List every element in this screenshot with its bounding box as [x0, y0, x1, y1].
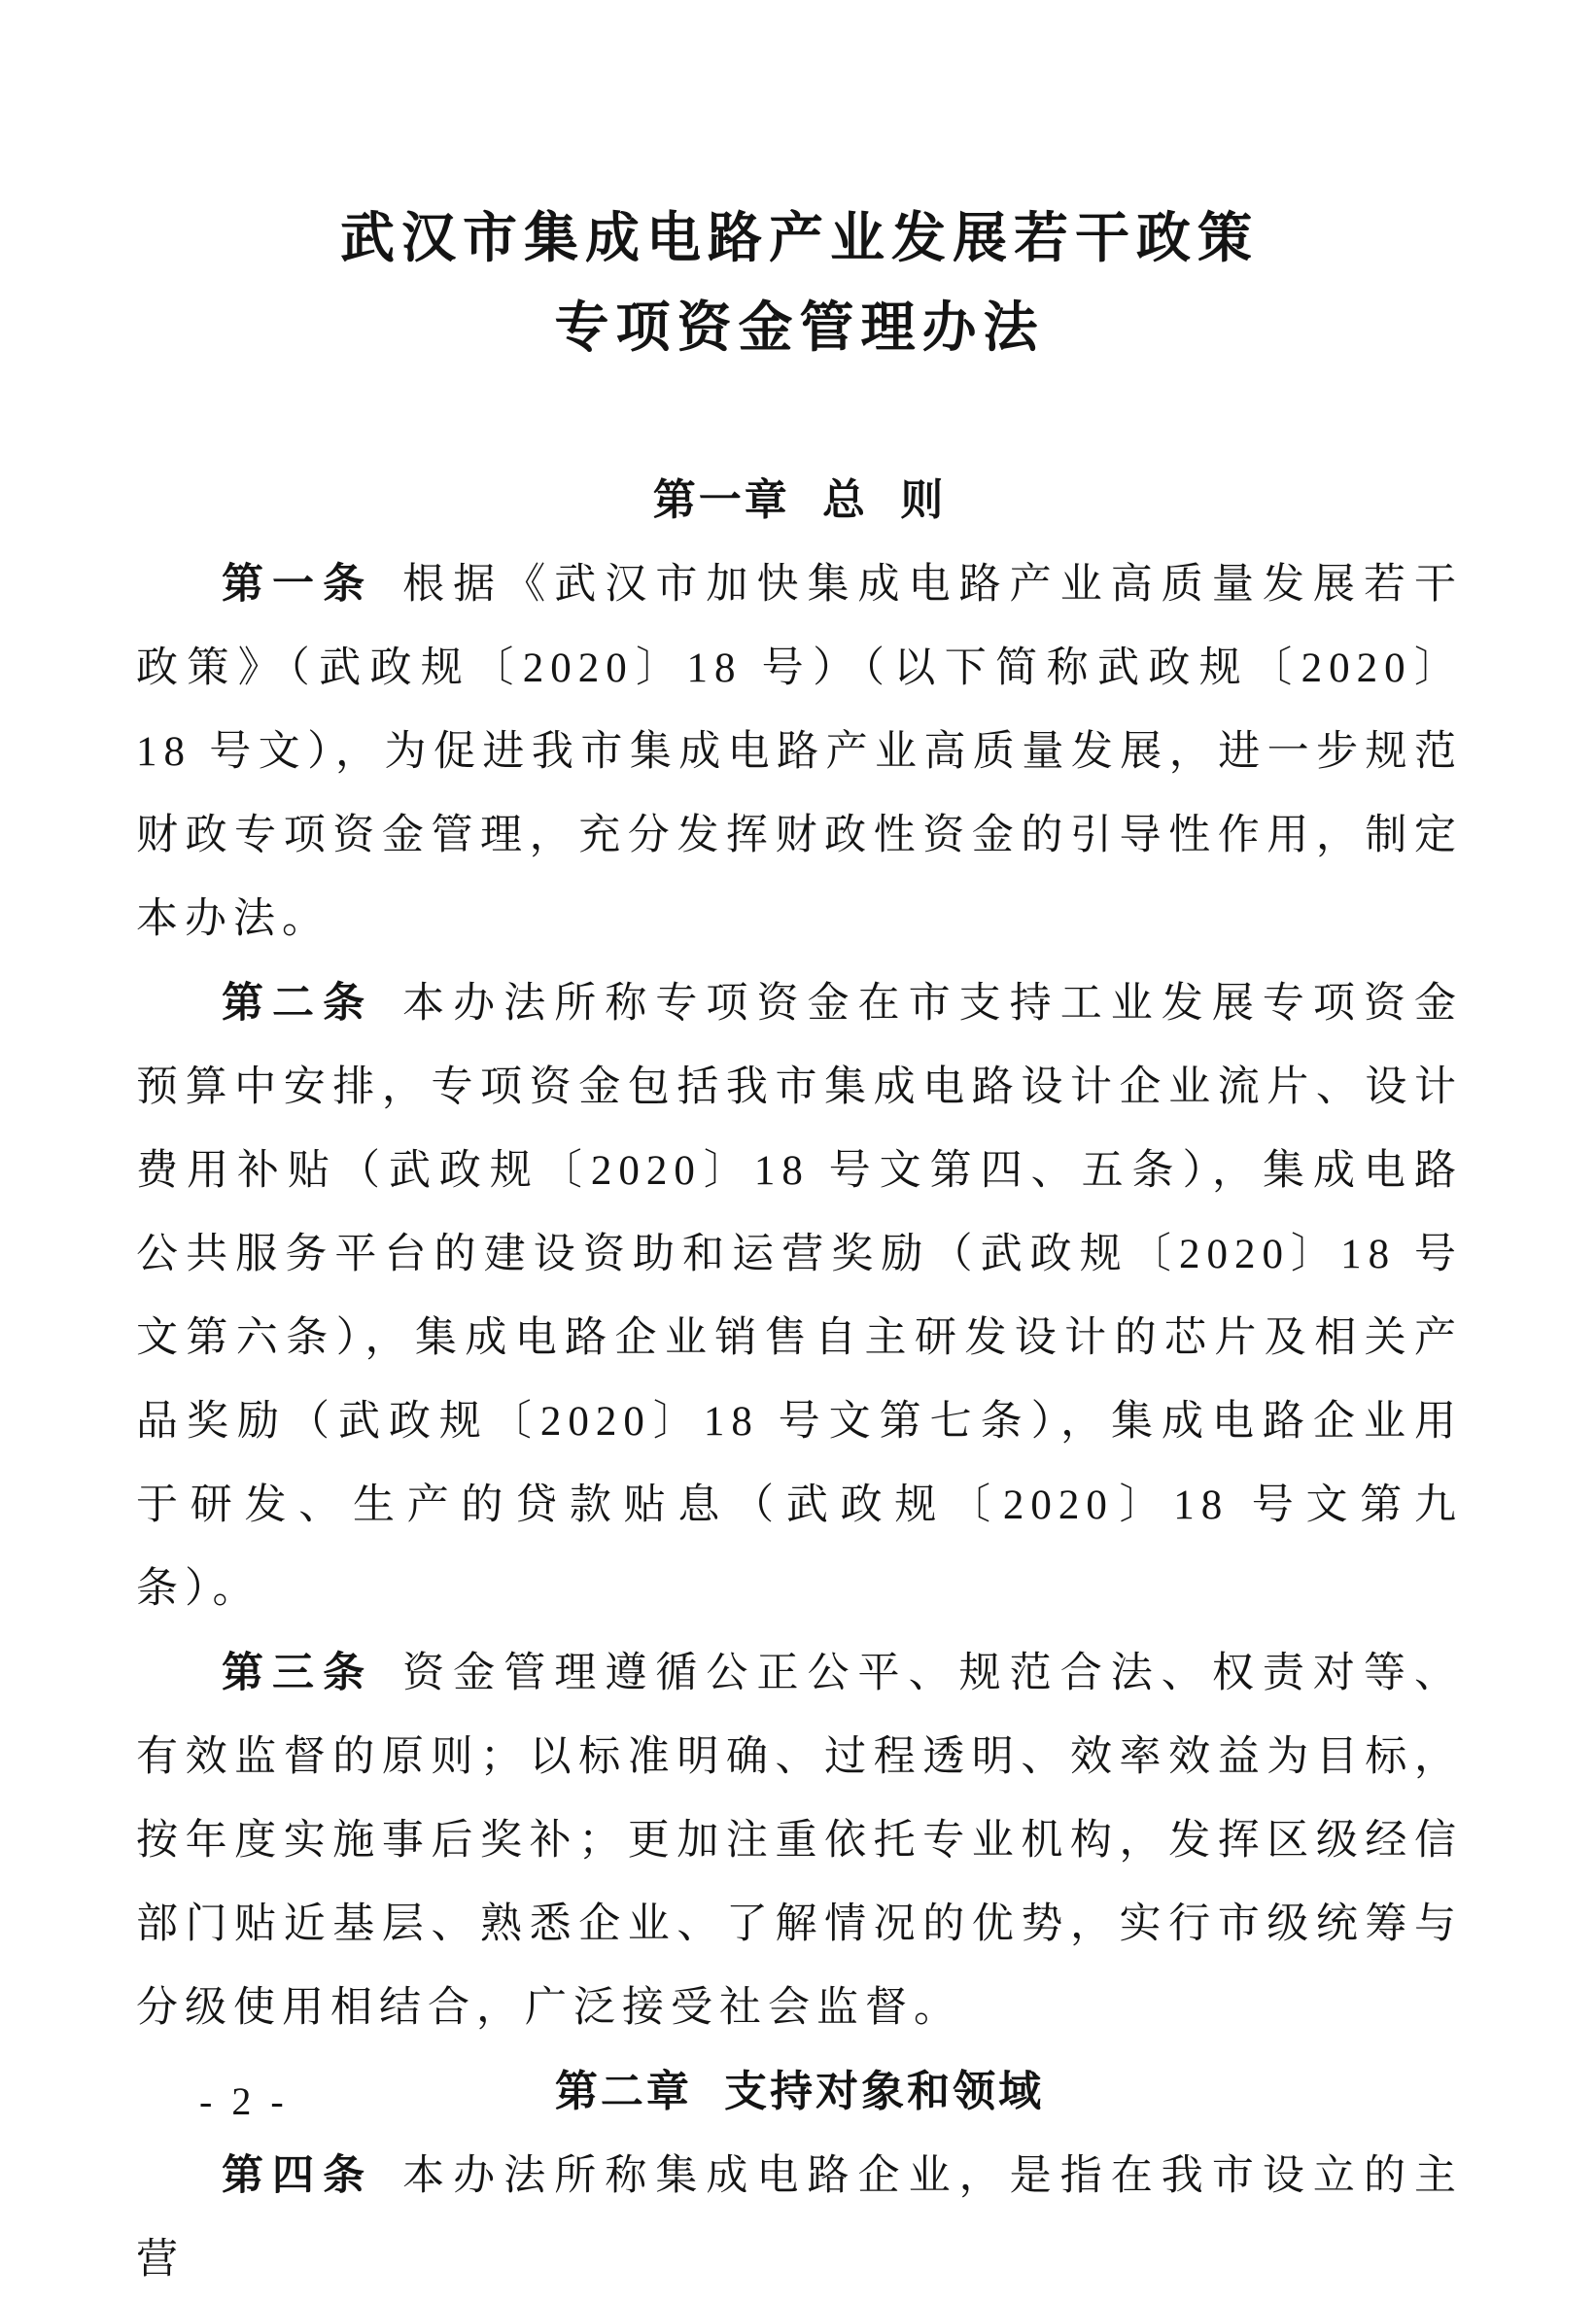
article-3 [136, 1631, 1463, 2050]
article-4-text: 本办法所称集成电路企业，是指在我市设立的主营 [136, 2153, 1464, 2283]
article-3-text: 资金管理遵循公正公平、规范合法、权责对等、有效监督的原则；以标准明确、过程透明、效率效益为目标，按年度实施事后奖补；更加注重依托专业机构，发挥区级经信部门贴近基层、熟悉企业、了解情况的优势，实行市级统筹与分级使用相结合，广泛接受社会监督。 [136, 1651, 1464, 2031]
doc-title-line-2: 专项资金管理办法 [554, 298, 1045, 359]
article-1 [136, 542, 1463, 961]
doc-title [136, 194, 1463, 373]
article-3-label: 第三条 [222, 1650, 374, 1696]
article-1-label: 第一条 [222, 561, 374, 608]
doc-title-line-1: 武汉市集成电路产业发展若干政策 [340, 209, 1259, 269]
article-2-label: 第二条 [222, 980, 374, 1027]
page-number: - 2 - [199, 2079, 289, 2123]
article-4-label: 第四条 [222, 2152, 374, 2199]
article-2 [136, 961, 1463, 1631]
chapter-2-heading: 第二章 支持对象和领域 [554, 2068, 1045, 2115]
article-4 [136, 2134, 1463, 2302]
article-2-text: 本办法所称专项资金在市支持工业发展专项资金预算中安排，专项资金包括我市集成电路设计企业流片、设计费用补贴（武政规〔2020〕18 号文第四、五条），集成电路公共服务平台的建设资助和运营奖励（武政规〔2020〕18 号文第六条），集成电路企业销售自主研发设计的芯片及相关产品奖励（武政规〔2020〕18 号文第七条），集成电路企业用于研发、生产的贷款贴息（武政规〔2020〕18 号文第九条）。 [136, 981, 1464, 1612]
article-1-text: 根据《武汉市加快集成电路产业高质量发展若干政策》（武政规〔2020〕18 号）（以下简称武政规〔2020〕18 号文），为促进我市集成电路产业高质量发展，进一步规范财政专项资金管理，充分发挥财政性资金的引导性作用，制定本办法。 [136, 562, 1464, 942]
chapter-1-heading: 第一章 总 则 [652, 476, 947, 524]
